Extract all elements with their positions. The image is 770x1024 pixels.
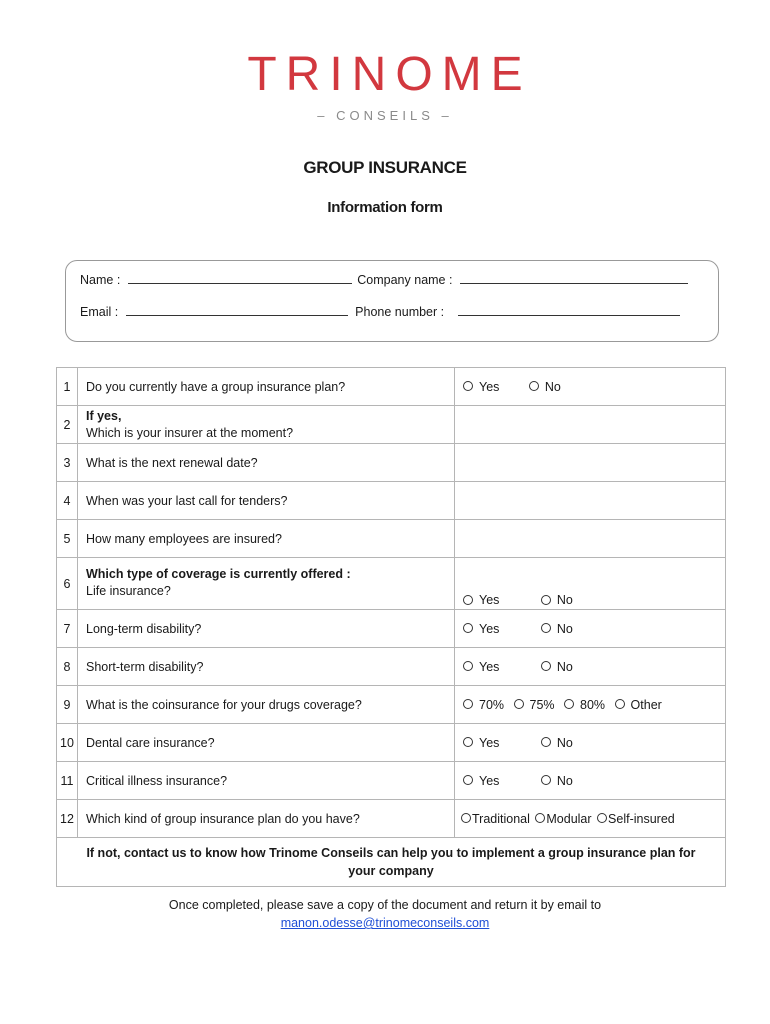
radio-icon — [564, 699, 574, 709]
radio-icon — [514, 699, 524, 709]
logo-title: TRINOME — [247, 48, 532, 101]
question-text: Critical illness insurance? — [78, 762, 455, 800]
contact-info-box — [65, 260, 719, 342]
option-label: No — [556, 735, 573, 750]
radio-option[interactable] — [615, 698, 662, 712]
table-row — [57, 520, 726, 558]
option-label: No — [556, 621, 573, 636]
contact-row-2 — [80, 304, 680, 319]
radio-option[interactable] — [597, 812, 675, 826]
radio-icon — [463, 661, 473, 671]
question-number: 5 — [57, 520, 78, 558]
radio-option[interactable] — [463, 736, 499, 750]
question-number: 7 — [57, 610, 78, 648]
option-label: Other — [630, 697, 662, 712]
option-label: Yes — [479, 735, 500, 750]
radio-option[interactable] — [535, 812, 591, 826]
table-row — [57, 444, 726, 482]
radio-option[interactable] — [541, 736, 573, 750]
question-bold-text: Which type of coverage is currently offered : — [86, 567, 351, 581]
option-label: Yes — [479, 379, 500, 394]
answer-cell — [455, 558, 726, 610]
option-label: 75% — [529, 697, 555, 712]
table-row — [57, 482, 726, 520]
radio-icon — [463, 381, 473, 391]
radio-icon — [597, 813, 607, 823]
answer-cell[interactable] — [455, 520, 726, 558]
option-label: No — [556, 593, 573, 607]
radio-icon — [463, 623, 473, 633]
radio-option[interactable] — [514, 698, 555, 712]
company-label: Company name : — [357, 273, 453, 287]
question-number: 12 — [57, 800, 78, 838]
logo-subtitle: – CONSEILS – — [317, 108, 453, 123]
option-label: Yes — [479, 593, 500, 607]
company-field[interactable] — [460, 272, 688, 284]
answer-cell — [455, 724, 726, 762]
table-row — [57, 610, 726, 648]
table-row — [57, 762, 726, 800]
name-label: Name : — [80, 273, 121, 287]
question-text: Dental care insurance? — [78, 724, 455, 762]
question-number: 10 — [57, 724, 78, 762]
name-field[interactable] — [128, 272, 352, 284]
question-subtext: Which is your insurer at the moment? — [86, 425, 294, 440]
company-logo — [0, 48, 770, 123]
question-number: 1 — [57, 368, 78, 406]
radio-option[interactable] — [564, 698, 605, 712]
question-number: 11 — [57, 762, 78, 800]
radio-icon — [541, 737, 551, 747]
contact-us-note: If not, contact us to know how Trinome Conseils can help you to implement a group insurance plan for your company — [57, 838, 726, 887]
question-text — [78, 558, 455, 610]
radio-option[interactable] — [463, 698, 504, 712]
email-field[interactable] — [126, 304, 348, 316]
radio-option[interactable] — [463, 380, 499, 394]
email-label: Email : — [80, 305, 119, 319]
answer-cell — [455, 800, 726, 838]
question-number: 9 — [57, 686, 78, 724]
question-text: When was your last call for tenders? — [78, 482, 455, 520]
option-label: Yes — [479, 773, 500, 788]
table-row — [57, 800, 726, 838]
table-row — [57, 724, 726, 762]
answer-cell — [455, 686, 726, 724]
answer-cell — [455, 610, 726, 648]
radio-icon — [463, 737, 473, 747]
option-label: No — [544, 379, 561, 394]
option-label: Yes — [479, 621, 500, 636]
question-text: How many employees are insured? — [78, 520, 455, 558]
radio-icon — [463, 775, 473, 785]
table-row — [57, 558, 726, 610]
radio-option[interactable] — [461, 812, 530, 826]
radio-icon — [463, 595, 473, 605]
radio-option[interactable] — [463, 774, 499, 788]
question-number: 4 — [57, 482, 78, 520]
option-label: No — [556, 773, 573, 788]
question-number: 8 — [57, 648, 78, 686]
option-label: 80% — [580, 697, 606, 712]
radio-option[interactable] — [529, 380, 561, 394]
contact-row-1 — [80, 272, 688, 287]
option-label: Traditional — [472, 811, 530, 826]
question-text: What is the next renewal date? — [78, 444, 455, 482]
question-number: 6 — [57, 558, 78, 610]
radio-icon — [541, 623, 551, 633]
closing-text: Once completed, please save a copy of the document and return it by email to — [168, 898, 602, 912]
radio-icon — [541, 661, 551, 671]
answer-cell — [455, 762, 726, 800]
radio-icon — [541, 775, 551, 785]
table-row — [57, 648, 726, 686]
question-text: Do you currently have a group insurance plan? — [78, 368, 455, 406]
radio-option[interactable] — [463, 622, 499, 636]
answer-cell — [455, 368, 726, 406]
question-bold-text: If yes, — [86, 408, 122, 423]
page-subtitle: Information form — [327, 199, 443, 216]
radio-icon — [541, 595, 551, 605]
radio-icon — [535, 813, 545, 823]
radio-option[interactable] — [463, 660, 499, 674]
table-row — [57, 686, 726, 724]
closing-instructions — [0, 896, 770, 932]
table-row — [57, 406, 726, 444]
question-text — [78, 406, 455, 444]
question-text: Short-term disability? — [78, 648, 455, 686]
radio-option[interactable] — [463, 593, 499, 607]
radio-option[interactable] — [541, 622, 573, 636]
question-number: 3 — [57, 444, 78, 482]
question-text: Which kind of group insurance plan do you have? — [78, 800, 455, 838]
phone-label: Phone number : — [355, 305, 445, 319]
answer-cell[interactable] — [455, 406, 726, 444]
question-subtext: Life insurance? — [86, 584, 171, 598]
option-label: No — [556, 659, 573, 674]
answer-cell[interactable] — [455, 444, 726, 482]
question-text: What is the coinsurance for your drugs coverage? — [78, 686, 455, 724]
radio-icon — [463, 699, 473, 709]
radio-icon — [461, 813, 471, 823]
option-label: 70% — [479, 697, 505, 712]
option-label: Self-insured — [608, 811, 675, 826]
questionnaire-table — [56, 367, 726, 887]
answer-cell — [455, 648, 726, 686]
page-title: GROUP INSURANCE — [303, 158, 467, 177]
phone-field[interactable] — [458, 304, 680, 316]
radio-icon — [615, 699, 625, 709]
option-label: Yes — [479, 659, 500, 674]
radio-icon — [529, 381, 539, 391]
question-number: 2 — [57, 406, 78, 444]
email-link[interactable]: manon.odesse@trinomeconseils.com — [280, 916, 490, 930]
radio-option[interactable] — [541, 593, 573, 607]
table-row — [57, 368, 726, 406]
radio-option[interactable] — [541, 660, 573, 674]
question-text: Long-term disability? — [78, 610, 455, 648]
radio-option[interactable] — [541, 774, 573, 788]
answer-cell[interactable] — [455, 482, 726, 520]
table-row — [57, 838, 726, 887]
option-label: Modular — [546, 811, 592, 826]
